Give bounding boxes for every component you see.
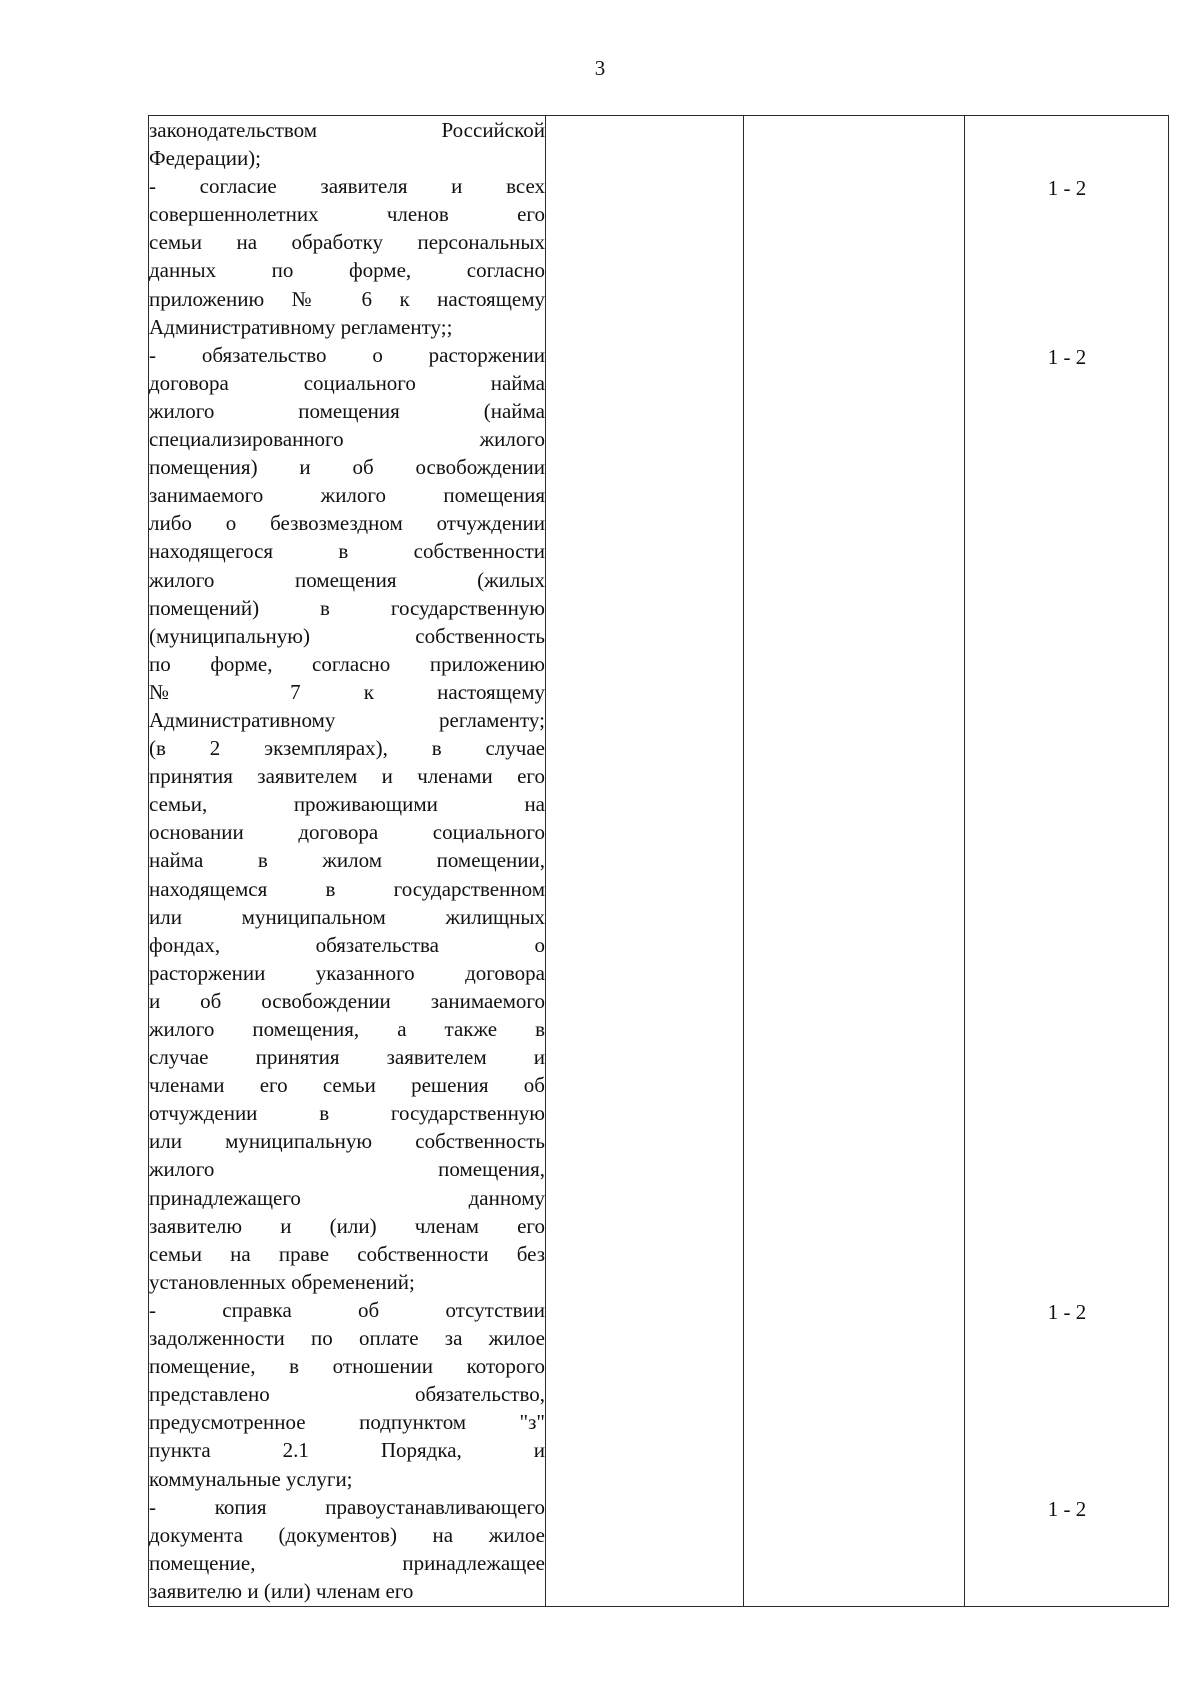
text-line: принадлежащего данному (149, 1185, 545, 1210)
list-item (149, 1296, 545, 1493)
list-item (149, 341, 545, 1296)
empty-cell-2 (546, 116, 744, 1607)
text-line: найма в жилом помещении, (149, 848, 545, 873)
text-line: заявителю и (или) членам его (149, 1578, 414, 1603)
text-line: представлено обязательство, (149, 1382, 545, 1407)
text-line: установленных обременений; (149, 1269, 415, 1294)
list-item (149, 116, 545, 172)
text-line: (в 2 экземплярах), в случае (149, 736, 545, 761)
copies-count: 1 - 2 (1047, 1300, 1087, 1325)
text-line: данных по форме, согласно (149, 258, 545, 283)
text-line: семьи на обработку персональных (149, 230, 545, 255)
text-line: - копия правоустанавливающего (149, 1494, 545, 1519)
text-line: жилого помещения, (149, 1157, 545, 1182)
empty-cell-3 (744, 116, 965, 1607)
text-line: пункта 2.1 Порядка, и (149, 1438, 545, 1463)
text-line: семьи, проживающими на (149, 792, 545, 817)
text-line: законодательством Российской (149, 118, 545, 142)
text-line: помещение, в отношении которого (149, 1354, 545, 1379)
text-line: специализированного жилого (149, 427, 545, 452)
text-line: заявителю и (или) членам его (149, 1213, 545, 1238)
text-line: - обязательство о расторжении (149, 342, 545, 367)
text-line: предусмотренное подпунктом "з" (149, 1410, 545, 1435)
text-line: Федерации); (149, 146, 262, 171)
copies-count: 1 - 2 (1047, 1496, 1087, 1521)
text-line: жилого помещения (жилых (149, 567, 545, 592)
text-line: членами его семьи решения об (149, 1073, 545, 1098)
text-line: или муниципальном жилищных (149, 904, 545, 929)
text-line: жилого помещения (найма (149, 398, 545, 423)
text-line: Административному регламенту; (149, 707, 545, 732)
text-line: Административному регламенту;; (149, 314, 453, 339)
text-line: № 7 к настоящему (149, 679, 545, 704)
table-row (149, 116, 1169, 1607)
text-line: либо о безвозмездном отчуждении (149, 511, 545, 536)
page-number: 3 (594, 56, 606, 80)
text-line: находящемся в государственном (149, 876, 545, 901)
list-item (149, 1493, 545, 1605)
text-line: помещений) в государственную (149, 595, 545, 620)
text-line: находящегося в собственности (149, 539, 545, 564)
text-line: случае принятия заявителем и (149, 1045, 545, 1070)
text-line: задолженности по оплате за жилое (149, 1326, 545, 1351)
text-line: по форме, согласно приложению (149, 651, 545, 676)
list-item (149, 172, 545, 341)
text-line: документа (документов) на жилое (149, 1522, 545, 1547)
requirements-table (148, 115, 1169, 1607)
text-line: помещение, принадлежащее (149, 1550, 545, 1575)
text-line: основании договора социального (149, 820, 545, 845)
text-line: отчуждении в государственную (149, 1101, 545, 1126)
text-line: жилого помещения, а также в (149, 1017, 545, 1041)
text-line: расторжении указанного договора (149, 960, 545, 985)
text-line: фондах, обязательства о (149, 932, 545, 957)
text-line: - справка об отсутствии (149, 1297, 545, 1322)
documents-cell (149, 116, 546, 1607)
text-line: семьи на праве собственности без (149, 1241, 545, 1266)
copies-count-cell (965, 116, 1169, 1607)
text-line: принятия заявителем и членами его (149, 764, 545, 789)
text-line: - согласие заявителя и всех (149, 174, 545, 199)
text-line: (муниципальную) собственность (149, 623, 545, 648)
text-line: помещения) и об освобождении (149, 455, 545, 480)
text-line: занимаемого жилого помещения (149, 483, 545, 508)
text-line: приложению № 6 к настоящему (149, 286, 545, 311)
text-line: и об освобождении занимаемого (149, 988, 545, 1013)
text-line: договора социального найма (149, 370, 545, 395)
copies-count: 1 - 2 (1047, 344, 1087, 369)
text-line: коммунальные услуги; (149, 1466, 353, 1491)
text-line: или муниципальную собственность (149, 1129, 545, 1154)
copies-count: 1 - 2 (1047, 176, 1087, 201)
text-line: совершеннолетних членов его (149, 202, 545, 227)
document-text (149, 116, 545, 1605)
